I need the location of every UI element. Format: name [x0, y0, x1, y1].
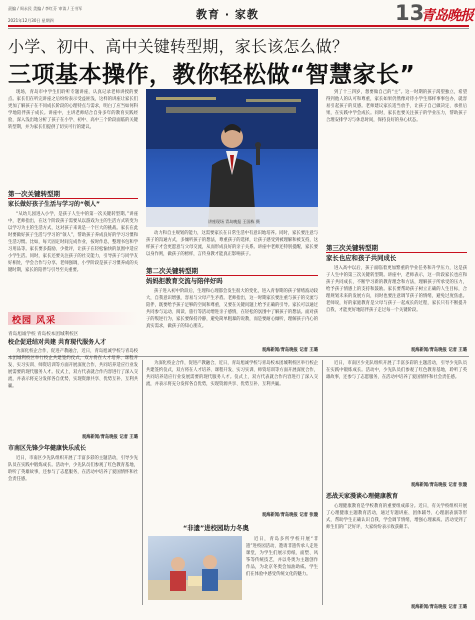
- article-col1-body: “从幼儿园进入小学，是孩子人生中的第一次关键转型期。”讲座中，老师指出，在这个阶段孩子需要从以游戏为主的生活方式转变为以学习为主的生活方式，这对孩子来说是一个巨大的挑战。家长在此时要做好孩子生活与学习的“领人”，帮助孩子养成良好的学习习惯和生活习惯。比如，每天固定时间完成作业，按时作息，整理书包和学习用品等。家长要多鼓励、少批评，让孩子在轻松愉快的氛围中适应小学生活。同时，家长还要关注孩子的社交能力，引导孩子与同学友好相处，学会合作与分享。老师强调，小学阶段是孩子习惯养成的关键时期，家长的陪伴与引导至关重要。: [8, 212, 138, 274]
- campus-item1-body: 为深化校企合作，促进产教融合，近日，青岛旭诚学校与青岛校本团城利校区举行校企共建签约仪式，双方将在人才培养、课程开发、实习实训、师资培训等方面开展深度合作，共同培养适应行业发展需要的现代服务人才。仪式上，双方代表就合作内容进行了深入交流，并表示将充分发挥各自优势，实现资源共享、优势互补、互利共赢。: [8, 349, 138, 390]
- issue-date: 2021年12月30日 星期四: [8, 18, 54, 23]
- campus-item1-headline: 校企促进结对共建 共育现代服务人才: [8, 339, 107, 346]
- header-rule-thin: [8, 28, 469, 29]
- article-col1-intro: 现场，青岛市中学生们聆听专题讲座，认真记录老师讲授的要点。家长们在听完讲座之后纷纷表示受益匪浅，这样的讲座让家长们更加了解孩子在不同成长阶段的心理特点与需求，明白了应当如何科学地陪伴孩子成长。讲座中，主讲老师结合自身多年的教育实践经验，深入浅出地分析了孩子在小学、初中、高中三个阶段面临的关键转型期，并为家长们提供了切实可行的建议。: [8, 90, 138, 131]
- article-col2-sec2: 孩子进入初中阶段后，生理和心理都会发生很大的变化，进入青春期的孩子情绪波动较大，自我意识增强，容易与父母产生矛盾。老师指出，这一时期家长要注重与孩子的交流与陪伴，既要给予孩子足够的空间和尊重，又要在关键问题上给予正确的引导。家长可以通过共同参与运动、阅读、旅行等活动增进亲子感情，在轻松的氛围中了解孩子的想法。面对孩子的叛逆行为，家长要保持冷静，避免简单粗暴的说教，而是要耐心倾听，理解孩子内心的真实需求，做孩子的知心朋友。: [146, 289, 318, 330]
- article-col3-sec3: 进入高中以后，孩子面临着更加繁重的学业任务和升学压力，这是孩子人生中的第三次关键转型期。讲座中，老师表示，这一阶段家长也应和孩子共同成长，不断学习新的教育理念和方法，理解孩子所承受的压力，给予孩子情感上的支持和鼓励。家长要帮助孩子树立正确的人生目标，合理规划未来的发展方向，同时也要注意调节孩子的情绪，避免过度焦虑。老师说，好的家庭教育是父母与孩子一起成长的过程，家长只有不断提升自我，才能更好地陪伴孩子走过每一个关键阶段。: [326, 266, 467, 314]
- campus-item2-headline: 市南区先锋少年健康快乐成长: [8, 445, 87, 452]
- byline-col3: 观海新闻/青岛晚报 记者 王璐: [410, 348, 467, 353]
- lecture-photo: [146, 89, 318, 227]
- section1-subtitle: 家长做好孩子生活与学习的“领人”: [8, 201, 100, 208]
- headline-kicker: 小学、初中、高中关键转型期，家长该怎么做？: [8, 37, 349, 56]
- campus-item3-headline: “非遗”进校园助力冬奥: [183, 524, 249, 532]
- campus-item2-body: 近日，市南区少先队组织开展了丰富多彩的主题活动，引导少先队员在实践中锻炼成长。活动中，少先队员们参观了红色教育基地，聆听了英雄故事，还参与了志愿服务，在活动中培养了爱国情怀和社会责任感。: [8, 456, 138, 483]
- campus-right-text: 近日，市南区少先队组织开展了丰富多彩的主题活动，引导少先队员在实践中锻炼成长。活动中，少先队员们参观了红色教育基地，聆听了英雄故事，还参与了志愿服务，在活动中培养了爱国情怀和社会责任感。: [326, 361, 467, 381]
- feiyi-photo: [148, 536, 242, 600]
- section-name: 教育 · 家教: [196, 8, 259, 21]
- byline-right2: 观海新闻/青岛晚报 记者 王璐: [410, 605, 467, 610]
- byline-right1: 观海新闻/青岛晚报 记者 张璇: [410, 483, 467, 488]
- campus-item4-headline: 恶战天家漫谈心理健康教育: [326, 493, 399, 500]
- editor-info: 责编 / 周永民 美编 / 李红芬 审读 / 王书军: [8, 6, 83, 11]
- headline-main: 三项基本操作，教你轻松做“智慧家长”: [8, 62, 416, 88]
- col-separator-1: [142, 360, 143, 605]
- section3-title: 第三次关键转型期: [326, 244, 378, 252]
- page-number: 13: [395, 1, 425, 25]
- col-separator-2: [322, 360, 323, 605]
- lecture-photo-graphic: [146, 89, 318, 227]
- campus-banner-title: 校园 风采: [12, 316, 57, 326]
- photo-caption: 讲座现场 青岛晚报 王国栋 摄: [208, 219, 260, 224]
- section1-rule: [8, 198, 138, 199]
- section2-rule: [146, 275, 318, 276]
- byline-middle: 观海新闻/青岛晚报 记者 张璇: [261, 513, 318, 518]
- section3-rule: [326, 252, 467, 253]
- section2-subtitle: 妈妈拒教育交流与陪伴好吗: [146, 277, 223, 285]
- campus-middle-text: 为深化校企合作，促进产教融合，近日，青岛旭诚学校与青岛校本团城利校区举行校企共建签约仪式，双方将在人才培养、课程开发、实习实训、师资培训等方面开展深度合作，共同培养适应行业发展需要的现代服务人才。仪式上，双方代表就合作内容进行了深入交流，并表示将充分发挥各自优势，实现资源共享、优势互补、互利共赢。: [146, 361, 318, 388]
- header-rule: [8, 25, 469, 27]
- article-col3-body: 到了十三四岁，想要做自己的“主”。这一时期的孩子渴望独立，希望得到他人的认可和尊重，家长如果仍然像对待小学生那样事事包办，就容易引起孩子的反感。老师建议家长适当放手，让孩子自己做决定、承担后果，在实践中学会成长。同时，家长也要关注孩子的学业压力，帮助孩子合理安排学习与休息时间，保持良好的身心状态。: [326, 90, 467, 124]
- section2-title: 第二次关键转型期: [146, 267, 198, 275]
- feiyi-photo-graphic: [148, 536, 242, 600]
- campus-item4-body: 心理健康教育是学校教育的重要组成部分。近日，有关学校组织开展了心理健康主题教育活动，通过专题讲座、团体辅导、心理剧表演等形式，帮助学生正确认识自我，学会调节情绪，增强心理素质。活动受到了师生们的广泛好评，大家纷纷表示收获颇丰。: [326, 504, 467, 531]
- byline-campus1: 观海新闻/青岛晚报 记者 王璐: [81, 435, 138, 440]
- article-col2-body: 动力和自主规划的能力，这需要家长在日常生活中有意识地培养。同时，家长要注意与孩子的沟通方式，多倾听孩子的想法，尊重孩子的选择，让孩子感受到被理解和被支持，这样孩子才会更愿意与父母交流，从而形成良好的亲子关系。讲座中老师还特别提醒，家长要以身作则，做孩子的榜样，言传身教才能真正影响孩子。: [146, 231, 318, 258]
- campus-item1-title: 青岛旭诚学校 青岛校本团城利校区: [8, 332, 79, 337]
- newspaper-logo: 青岛晚报: [421, 8, 473, 24]
- section1-title: 第一次关键转型期: [8, 190, 60, 198]
- campus-banner: [8, 312, 138, 325]
- section3-subtitle: 家长也应和孩子共同成长: [326, 254, 397, 262]
- byline-col2: 观海新闻/青岛晚报 记者 王璐: [261, 348, 318, 353]
- campus-item3-body: 近日，青岛多所学校开展“非遗”进校园活动，邀请非遗传承人走进课堂，为学生们展示剪纸、面塑、风筝等传统技艺，并以冬奥为主题创作作品，为北京冬奥会加油助威。学生们在体验中感受传统文化的魅力。: [246, 537, 318, 578]
